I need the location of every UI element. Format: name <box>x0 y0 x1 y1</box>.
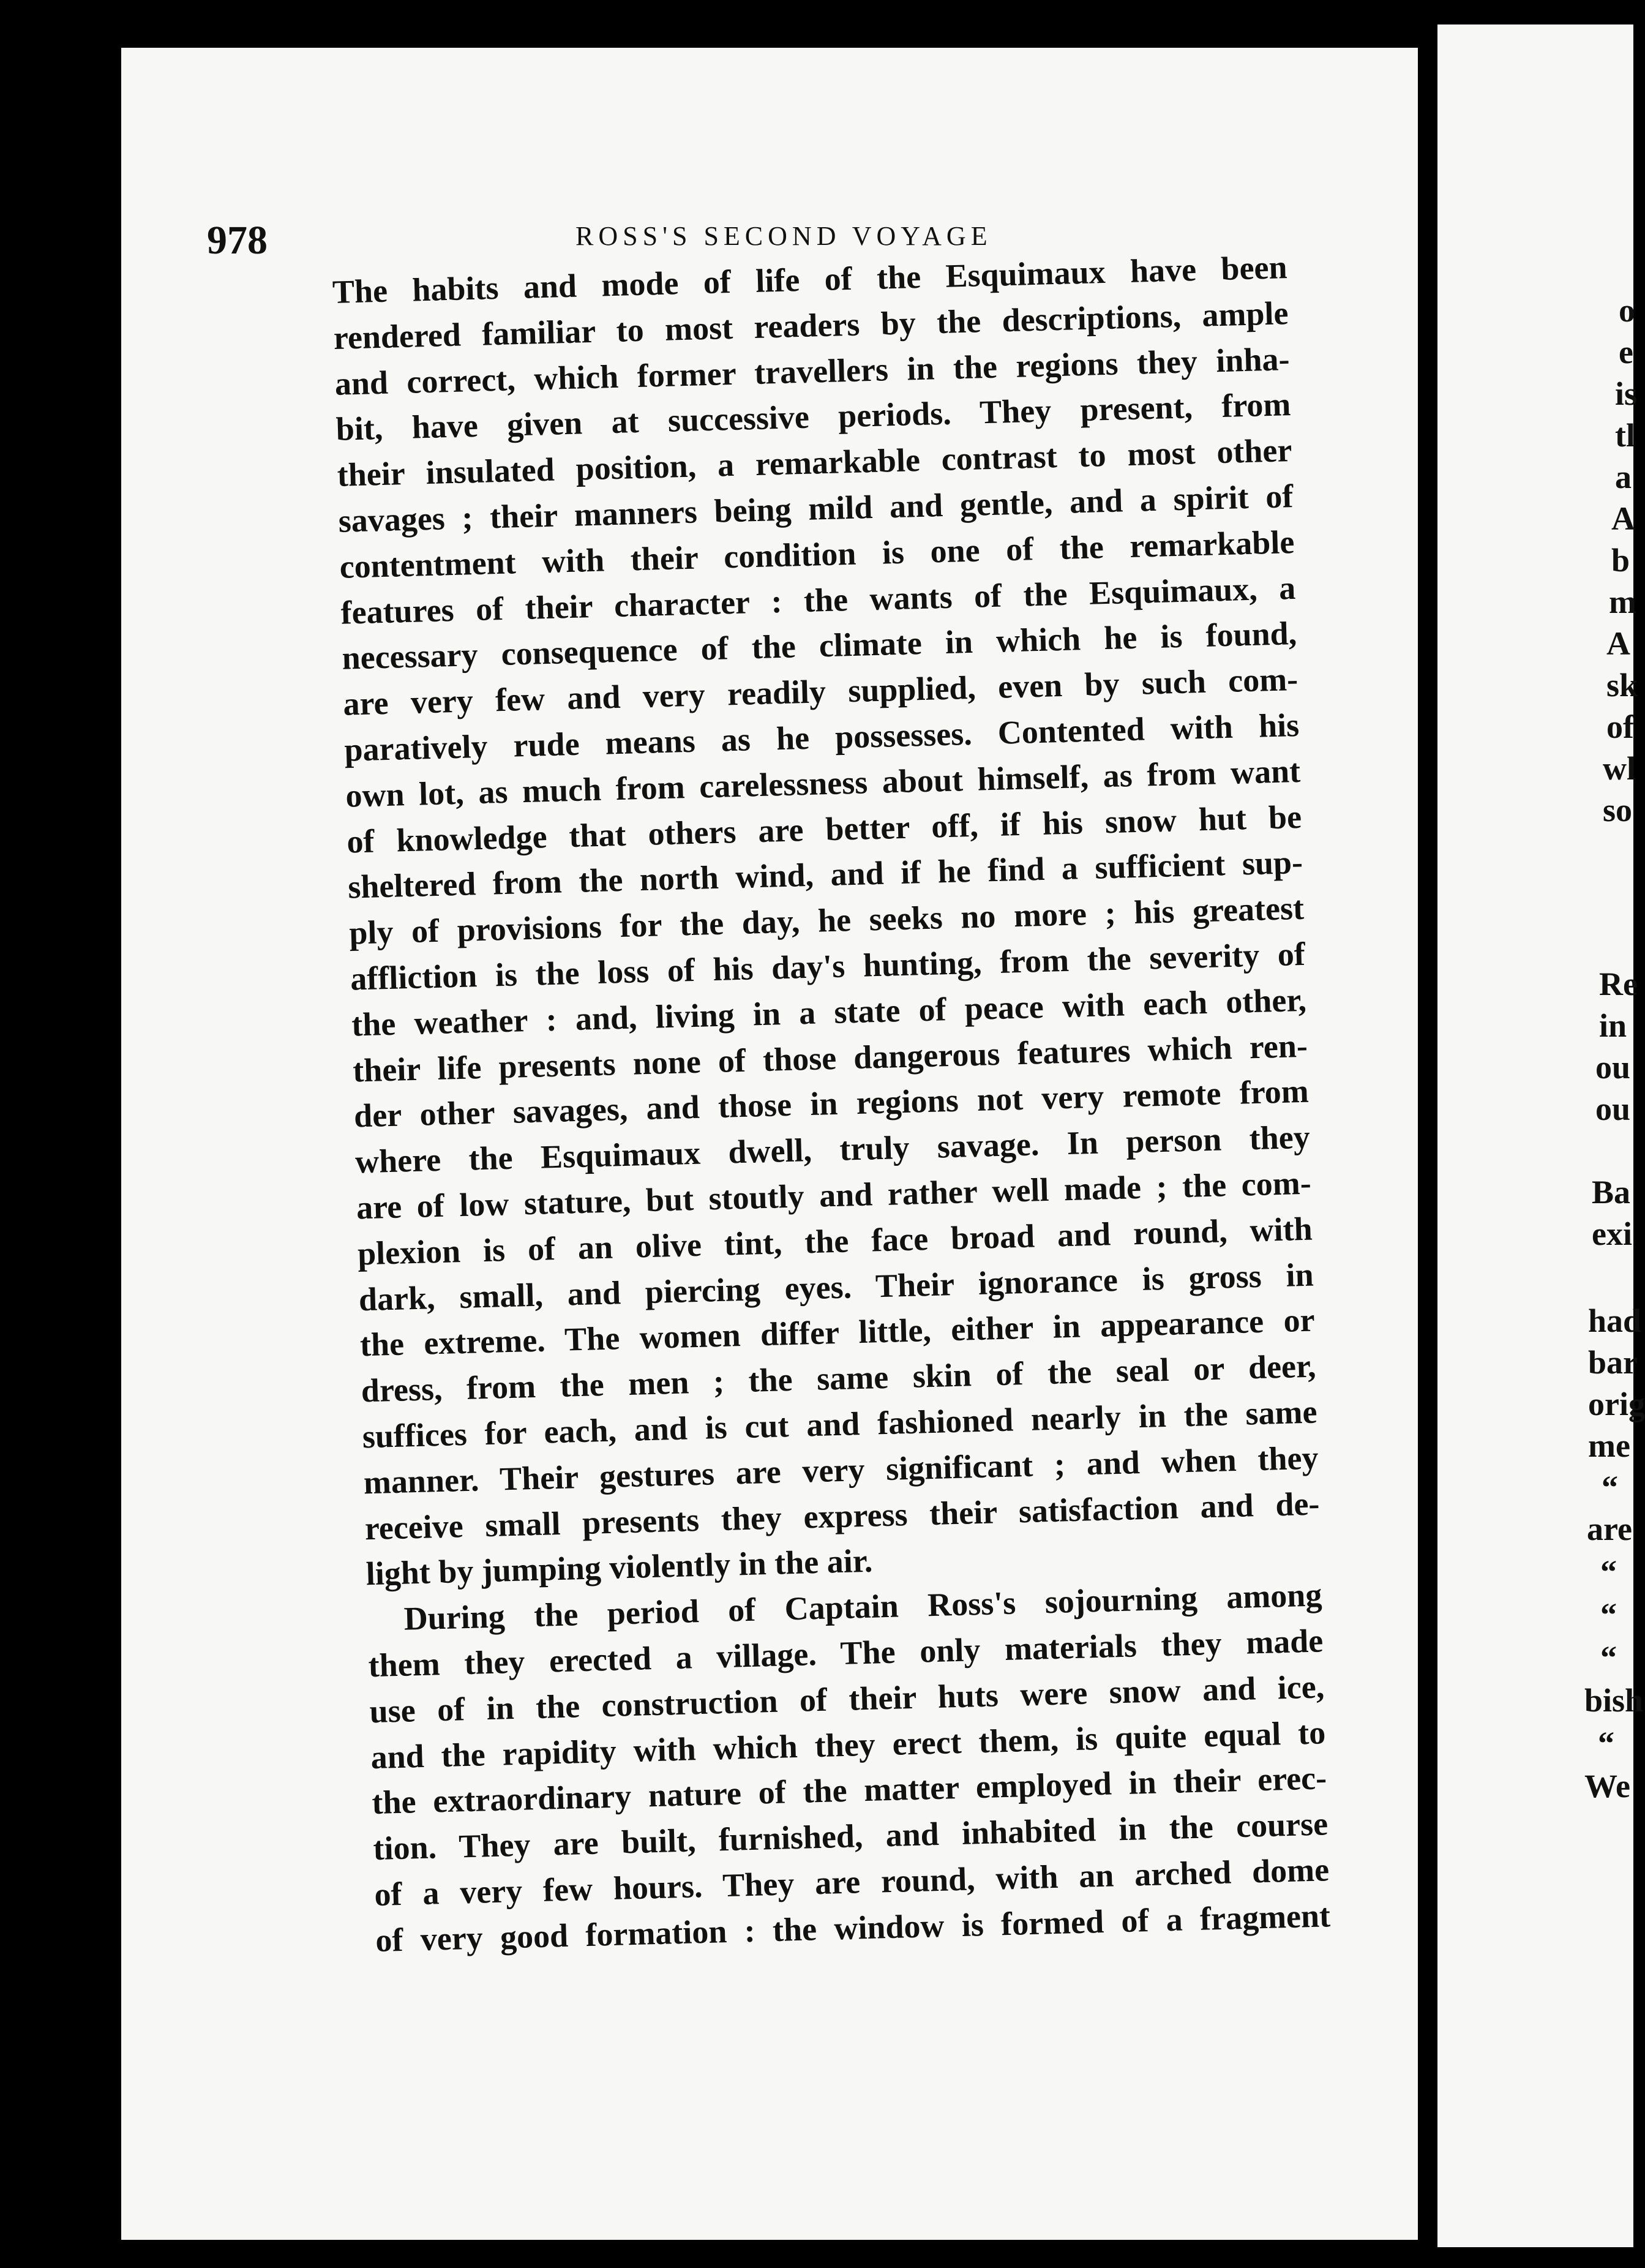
text-line: use of in the construction of their huts were snow and ice, <box>369 1668 1325 1730</box>
right-fragment: “ <box>1598 1725 1614 1762</box>
text-line: their life presents none of those dangerous features which ren- <box>352 1027 1308 1089</box>
right-fragment: so <box>1603 792 1633 828</box>
right-fragment: a <box>1615 459 1632 495</box>
text-line: ply of provisions for the day, he seeks no more ; his greatest <box>348 889 1305 952</box>
text-line: own lot, as much from carelessness about himself, as from want <box>345 752 1301 814</box>
text-line: dark, small, and piercing eyes. Their ignorance is gross in <box>358 1256 1314 1318</box>
running-head: ROSS'S SECOND VOYAGE <box>575 221 992 251</box>
text-line: The habits and mode of life of the Esquimaux have been <box>332 249 1288 310</box>
text-line: bit, have given at successive periods. They present, from <box>335 386 1292 448</box>
right-fragment: of <box>1606 708 1634 745</box>
text-line: them they erected a village. The only materials they made <box>367 1622 1324 1684</box>
right-fragment: had <box>1588 1302 1642 1339</box>
right-fragment: bish <box>1584 1682 1644 1719</box>
text-line: savages ; their manners being mild and gentle, and a spirit of <box>337 478 1294 539</box>
text-line: dress, from the men ; the same skin of the seal or deer, <box>361 1347 1317 1410</box>
text-line: and the rapidity with which they erect them, is quite equal to <box>370 1713 1326 1776</box>
text-line: During the period of Captain Ross's sojourning among <box>403 1576 1322 1637</box>
right-fragment: ou <box>1595 1091 1631 1127</box>
right-fragment: sk <box>1606 667 1638 704</box>
text-line: paratively rude means as he possesses. Contented with his <box>343 706 1300 768</box>
text-line: affliction is the loss of his day's hunting, from the severity of <box>350 935 1306 997</box>
right-fragment: “ <box>1600 1639 1617 1676</box>
right-fragment: tl <box>1615 417 1635 454</box>
right-fragment: is <box>1615 375 1638 412</box>
right-fragment: m <box>1609 584 1636 620</box>
text-line: the extraordinary nature of the matter employed in their erec- <box>371 1759 1327 1822</box>
text-line: rendered familiar to most readers by the descriptions, ample <box>333 294 1289 356</box>
right-fragment: orig <box>1588 1386 1645 1422</box>
text-line: are very few and very readily supplied, even by such com- <box>342 661 1298 723</box>
text-line: necessary consequence of the climate in which he is found, <box>341 615 1297 677</box>
text-line: receive small presents they express their satisfaction and de- <box>364 1484 1321 1547</box>
text-line: of knowledge that others are better off, if his snow hut be <box>346 798 1302 860</box>
right-fragment: wl <box>1603 750 1636 787</box>
text-line: features of their character : the wants of the Esquimaux, a <box>340 569 1296 631</box>
right-fragment: We <box>1584 1768 1630 1804</box>
right-fragment: Re <box>1599 966 1638 1002</box>
right-fragment: Ba <box>1592 1174 1631 1211</box>
right-fragment: me <box>1588 1427 1630 1464</box>
text-line: the weather : and, living in a state of peace with each other, <box>351 981 1307 1043</box>
text-line: light by jumping violently in the air. <box>365 1542 873 1593</box>
text-line: and correct, which former travellers in the regions they inha- <box>334 340 1291 402</box>
right-fragment: bar <box>1588 1344 1638 1381</box>
text-line: the extreme. The women differ little, either in appearance or <box>359 1301 1316 1364</box>
right-fragment: b <box>1611 542 1630 579</box>
right-fragment: in <box>1599 1007 1627 1044</box>
text-line: tion. They are built, furnished, and inhabited in the course <box>372 1805 1328 1868</box>
text-line: der other savages, and those in regions not very remote from <box>353 1073 1310 1135</box>
page-number: 978 <box>207 218 268 263</box>
right-fragment: “ <box>1600 1596 1617 1633</box>
text-line: plexion is of an olive tint, the face broad and round, with <box>357 1210 1313 1272</box>
right-fragment: A <box>1606 625 1630 662</box>
body-text <box>332 244 1331 1963</box>
right-page-text <box>1437 24 1645 2247</box>
text-line: their insulated position, a remarkable contrast to most other <box>337 432 1293 494</box>
text-line: of very good formation : the window is formed of a fragment <box>375 1896 1331 1959</box>
right-fragment: “ <box>1600 1553 1617 1590</box>
right-fragment: exi <box>1592 1215 1632 1252</box>
right-fragment: “ <box>1602 1469 1618 1506</box>
text-line: suffices for each, and is cut and fashioned nearly in the same <box>362 1393 1318 1455</box>
right-fragment: ou <box>1595 1049 1631 1086</box>
text-line: of a very few hours. They are round, with an arched dome <box>373 1851 1330 1913</box>
text-line: sheltered from the north wind, and if he find a sufficient sup- <box>347 844 1303 906</box>
text-line: contentment with their condition is one of the remarkable <box>339 523 1295 585</box>
right-fragment: o <box>1619 292 1635 329</box>
text-line: manner. Their gestures are very significant ; and when they <box>363 1439 1319 1501</box>
text-line: where the Esquimaux dwell, truly savage. In person they <box>354 1118 1311 1181</box>
right-fragment: A <box>1611 500 1635 537</box>
right-page <box>1437 24 1645 2247</box>
right-fragment: are <box>1587 1511 1632 1547</box>
right-fragment: e <box>1619 334 1633 370</box>
text-line: are of low stature, but stoutly and rather well made ; the com- <box>356 1164 1312 1226</box>
